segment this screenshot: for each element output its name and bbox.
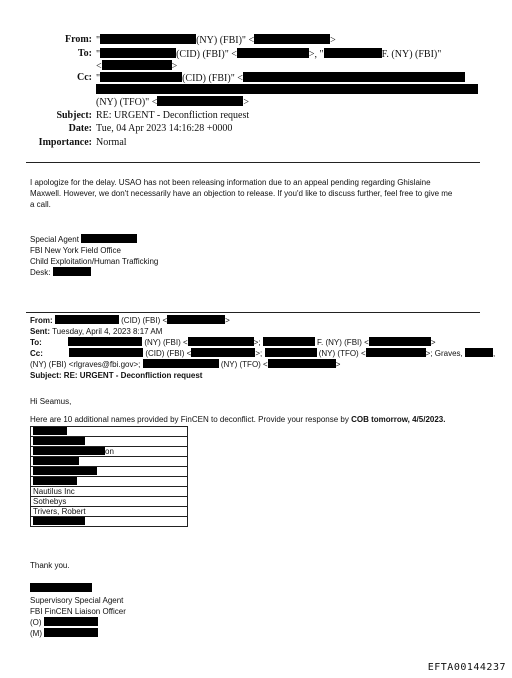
header-to-row-cont: < > bbox=[96, 61, 178, 72]
date-label: Date: bbox=[68, 123, 92, 134]
importance-value: Normal bbox=[96, 137, 127, 148]
quoted-signature-office-phone: (O) bbox=[30, 617, 98, 628]
quoted-cc-row-cont: (NY) (FBI) <rlgraves@fbi.gov>; (NY) (TFO) < > bbox=[30, 360, 341, 369]
header-cc-row-cont: (NY) (TFO)" < > bbox=[96, 97, 250, 108]
from-text: " bbox=[96, 35, 101, 46]
redaction-box bbox=[254, 34, 330, 44]
redaction-box bbox=[33, 427, 67, 435]
reply-body-line: I apologize for the delay. USAO has not been releasing information due to an appeal pending regarding Ghislaine bbox=[30, 178, 431, 187]
redaction-box bbox=[102, 60, 172, 70]
redaction-box bbox=[243, 72, 465, 82]
redaction-box bbox=[69, 348, 143, 357]
table-row bbox=[31, 437, 188, 447]
table-row bbox=[31, 477, 188, 487]
quoted-signature-mobile-phone: (M) bbox=[30, 628, 98, 639]
redaction-box bbox=[81, 234, 137, 243]
importance-label: Importance: bbox=[38, 137, 92, 148]
reply-signature-unit: Child Exploitation/Human Trafficking bbox=[30, 257, 159, 266]
redaction-box bbox=[366, 348, 426, 357]
redaction-box bbox=[167, 315, 225, 324]
header-subject-row bbox=[0, 110, 512, 122]
to-label: To: bbox=[77, 48, 92, 59]
name-cell: Trivers, Robert bbox=[31, 507, 188, 517]
redaction-box bbox=[44, 617, 98, 626]
quoted-divider bbox=[26, 312, 480, 313]
header-divider bbox=[26, 162, 480, 163]
from-label: From: bbox=[64, 34, 92, 45]
header-from-row: From: " (NY) (FBI)" < > bbox=[0, 34, 512, 46]
redaction-box bbox=[324, 48, 382, 58]
table-row bbox=[31, 497, 188, 507]
quoted-signature-title: Supervisory Special Agent bbox=[30, 596, 124, 605]
redaction-box bbox=[30, 583, 92, 592]
header-cc-row: Cc: " (CID) (FBI)" < bbox=[0, 72, 512, 84]
quoted-signature-name bbox=[30, 583, 92, 594]
table-row bbox=[31, 427, 188, 437]
redaction-box bbox=[53, 267, 91, 276]
redaction-box bbox=[33, 477, 77, 485]
reply-signature-title: Special Agent bbox=[30, 234, 137, 245]
table-row: on bbox=[31, 447, 188, 457]
redaction-box bbox=[263, 337, 315, 346]
reply-body-line: a call. bbox=[30, 200, 51, 209]
redaction-box bbox=[188, 337, 254, 346]
quoted-from-row: From: (CID) (FBI) < > bbox=[30, 316, 230, 325]
table-row bbox=[31, 487, 188, 497]
table-row bbox=[31, 457, 188, 467]
header-date-row bbox=[0, 123, 512, 135]
quoted-subject-row: Subject: RE: URGENT - Deconfliction request bbox=[30, 371, 203, 380]
redaction-box bbox=[33, 447, 105, 455]
redaction-box bbox=[369, 337, 431, 346]
subject-label: Subject: bbox=[56, 110, 92, 121]
quoted-sent-row: Sent: Tuesday, April 4, 2023 8:17 AM bbox=[30, 327, 163, 336]
header-to-row: To: " (CID) (FBI)" < >, " F. (NY) (FBI)" bbox=[0, 48, 512, 60]
redaction-box bbox=[143, 359, 219, 368]
redaction-box bbox=[100, 34, 196, 44]
redaction-box bbox=[100, 72, 182, 82]
quoted-to-row: To: (NY) (FBI) < >; F. (NY) (FBI) < > bbox=[30, 338, 436, 347]
quoted-greeting: Hi Seamus, bbox=[30, 397, 72, 406]
cc-label: Cc: bbox=[77, 72, 92, 83]
redaction-box bbox=[96, 84, 478, 94]
redaction-box bbox=[157, 96, 243, 106]
quoted-thanks: Thank you. bbox=[30, 561, 70, 570]
redaction-box bbox=[191, 348, 255, 357]
name-cell: Nautilus Inc bbox=[31, 487, 188, 497]
table-row bbox=[31, 517, 188, 527]
header-importance-row bbox=[0, 137, 512, 149]
reply-signature-office: FBI New York Field Office bbox=[30, 246, 121, 255]
reply-signature-desk: Desk: bbox=[30, 267, 91, 278]
table-row bbox=[31, 507, 188, 517]
subject-value: RE: URGENT - Deconfliction request bbox=[96, 110, 250, 121]
redaction-box bbox=[465, 348, 493, 357]
redaction-box bbox=[33, 467, 97, 475]
redaction-box bbox=[33, 517, 85, 525]
quoted-cc-row: Cc: (CID) (FBI) < >; (NY) (TFO) < >; Graves, , bbox=[30, 349, 496, 358]
redaction-box bbox=[33, 437, 85, 445]
reply-body-line: Maxwell. However, we don't necessarily have an objection to release. If you'd like to discuss further, feel free to give me bbox=[30, 189, 453, 198]
names-table bbox=[30, 426, 188, 527]
redaction-box bbox=[33, 457, 79, 465]
redaction-box bbox=[265, 348, 317, 357]
quoted-intro: Here are 10 additional names provided by FinCEN to deconflict. Provide your response by COB tomorrow, 4/5/2023. bbox=[30, 415, 446, 424]
redaction-box bbox=[100, 48, 176, 58]
date-value: Tue, 04 Apr 2023 14:16:28 +0000 bbox=[96, 123, 233, 134]
name-cell: Sothebys bbox=[31, 497, 188, 507]
redaction-box bbox=[68, 337, 142, 346]
table-row bbox=[31, 467, 188, 477]
redaction-box bbox=[55, 315, 119, 324]
quoted-signature-office: FBI FinCEN Liaison Officer bbox=[30, 607, 126, 616]
redaction-box bbox=[44, 628, 98, 637]
bates-number: EFTA00144237 bbox=[427, 662, 506, 673]
redaction-box bbox=[268, 359, 336, 368]
redaction-box bbox=[237, 48, 309, 58]
